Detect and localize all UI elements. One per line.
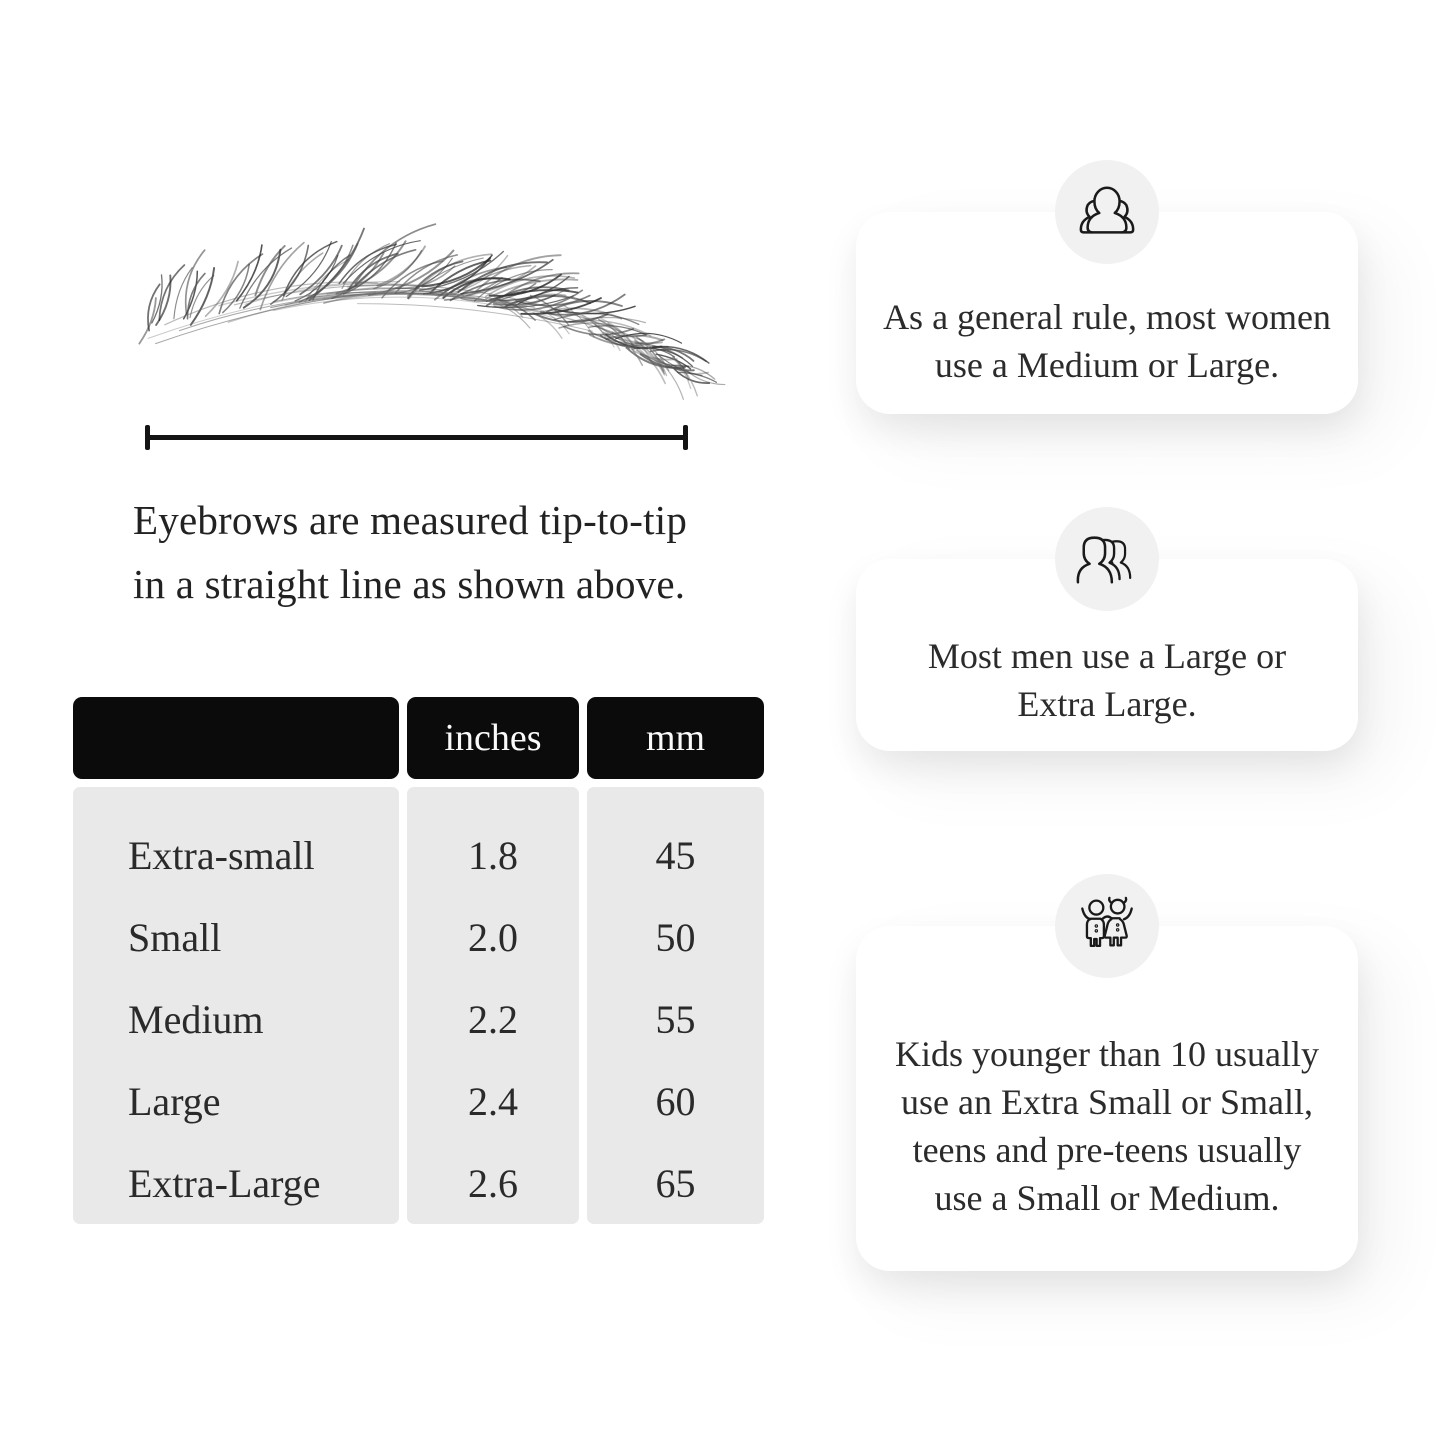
- men-group-icon-svg: [1076, 528, 1138, 590]
- table-row-label: Extra-Large: [128, 1160, 321, 1206]
- info-card-women: [856, 212, 1358, 414]
- table-row-label: Medium: [128, 996, 264, 1042]
- column-size-labels: [73, 787, 399, 1224]
- table-cell-mm: 65: [655, 1160, 696, 1206]
- caption-line-1: Eyebrows are measured tip-to-tip: [133, 497, 688, 543]
- table-cell-inches: 2.6: [468, 1160, 518, 1206]
- card-text-kids: Kids younger than 10 usually use an Extra Small or Small, teens and pre-teens usually use a Small or Medium.: [895, 1033, 1319, 1218]
- header-cell-size: [73, 697, 399, 779]
- table-row-label: Large: [128, 1078, 221, 1124]
- table-cell-mm: 50: [655, 914, 696, 960]
- info-card-kids: [856, 926, 1358, 1271]
- kids-icon-svg: [1076, 895, 1138, 957]
- tip-to-tip-measure-line: [145, 435, 688, 440]
- info-card-men: [856, 559, 1358, 751]
- table-cell-inches: 2.2: [468, 996, 518, 1042]
- measurement-caption: [133, 488, 783, 616]
- eyebrow-illustration: [118, 238, 706, 406]
- header-cell-inches: inches: [407, 697, 579, 779]
- table-cell-mm: 55: [655, 996, 696, 1042]
- column-inches-values: [407, 787, 579, 1224]
- eyebrow-sketch-svg: [118, 238, 706, 406]
- men-group-icon: [1055, 507, 1159, 611]
- table-row-label: Extra-small: [128, 832, 315, 878]
- table-row-label: Small: [128, 914, 222, 960]
- table-cell-inches: 2.4: [468, 1078, 518, 1124]
- card-text-men: Most men use a Large or Extra Large.: [927, 636, 1287, 724]
- table-body: [73, 779, 764, 1224]
- caption-line-2: in a straight line as shown above.: [133, 561, 686, 607]
- size-table: [73, 697, 764, 1224]
- kids-icon: [1055, 874, 1159, 978]
- card-text-women: As a general rule, most women use a Medium or Large.: [883, 297, 1331, 385]
- header-cell-mm: mm: [587, 697, 764, 779]
- women-group-icon-svg: [1076, 181, 1138, 243]
- table-cell-inches: 2.0: [468, 914, 518, 960]
- column-mm-values: [587, 787, 764, 1224]
- table-cell-mm: 60: [655, 1078, 696, 1124]
- table-header-row: [73, 697, 764, 779]
- women-group-icon: [1055, 160, 1159, 264]
- table-cell-mm: 45: [655, 832, 696, 878]
- table-cell-inches: 1.8: [468, 832, 518, 878]
